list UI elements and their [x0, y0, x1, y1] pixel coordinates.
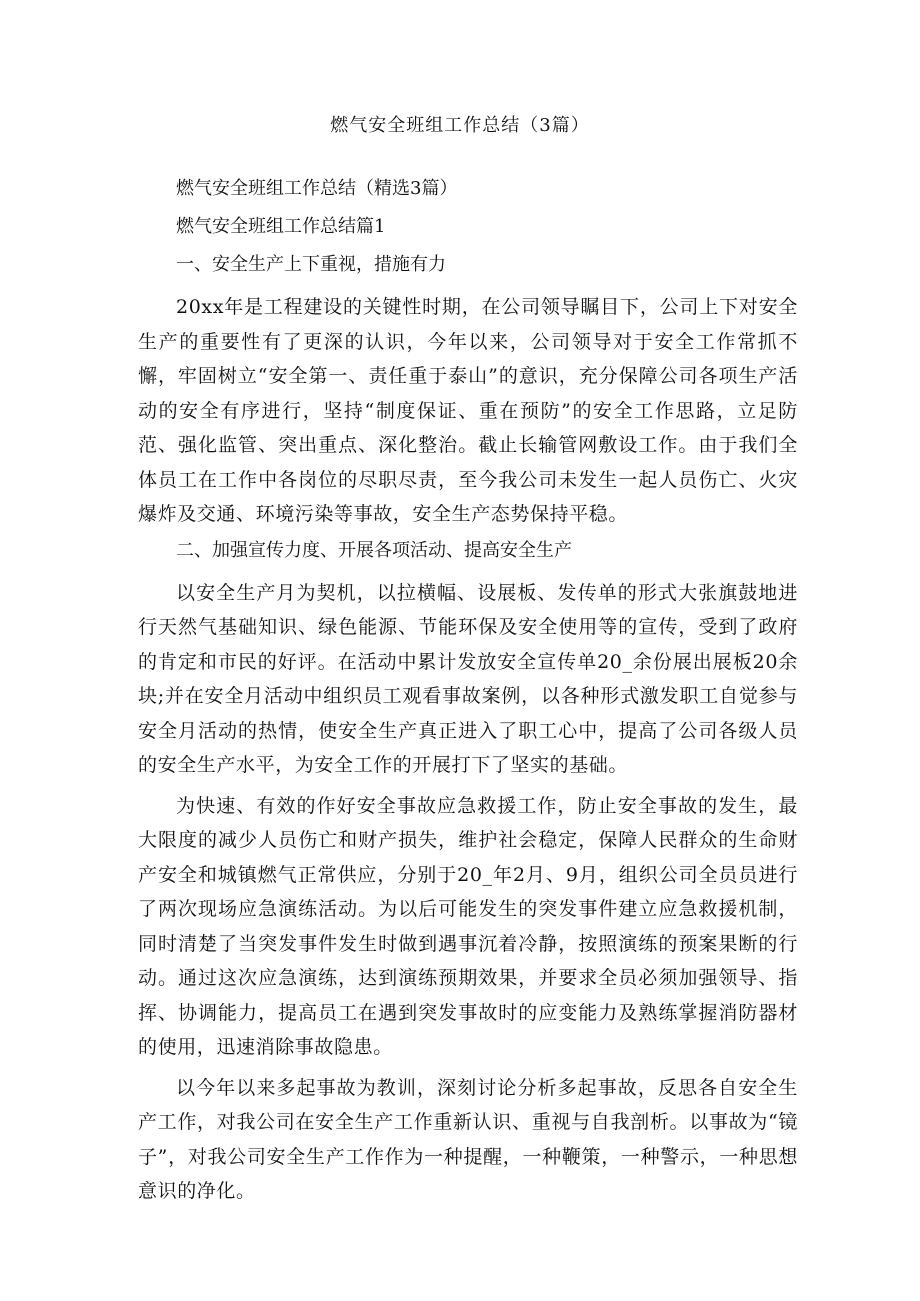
paragraph: 为快速、有效的作好安全事故应急救援工作，防止安全事故的发生，最大限度的减少人员伤亡和财产损失，维护社会稳定，保障人民群众的生命财产安全和城镇燃气正常供应，分别于20_年2月、9月，组织公司全员员进行了两次现场应急演练活动。为以后可能发生的突发事件建立应急救援机制，同时清楚了当突发事件发生时做到遇事沉着冷静，按照演练的预案果断的行动。通过这次应急演练，达到演练预期效果，并要求全员必须加强领导、指挥、协调能力，提高员工在遇到突发事故时的应变能力及熟练掌握消防器材的使用，迅速消除事故隐患。: [138, 794, 798, 1058]
paragraph: 以今年以来多起事故为教训，深刻讨论分析多起事故，反思各自安全生产工作，对我公司在安全生产工作重新认识、重视与自我剖析。以事故为“镜子”，对我公司安全生产工作作为一种提醒，一种鞭策，一种警示，一种思想意识的净化。: [138, 1076, 798, 1202]
document-body: [138, 176, 798, 1213]
section-heading-1: 一、安全生产上下重视，措施有力: [176, 254, 446, 275]
article-heading: 燃气安全班组工作总结篇1: [176, 216, 386, 237]
paragraph: 20xx年是工程建设的关键性时期，在公司领导瞩目下，公司上下对安全生产的重要性有了更深的认识，今年以来，公司领导对于安全工作常抓不懈，牢固树立“安全第一、责任重于泰山”的意识，充分保障公司各项生产活动的安全有序进行，坚持“制度保证、重在预防”的安全工作思路，立足防范、强化监管、突出重点、深化整治。截止长输管网敷设工作。由于我们全体员工在工作中各岗位的尽职尽责，至今我公司未发生一起人员伤亡、火灾爆炸及交通、环境污染等事故，安全生产态势保持平稳。: [138, 296, 798, 525]
document-subtitle: 燃气安全班组工作总结（精选3篇）: [176, 178, 458, 199]
paragraph: 以安全生产月为契机，以拉横幅、设展板、发传单的形式大张旗鼓地进行天然气基础知识、绿色能源、节能环保及安全使用等的宣传，受到了政府的肯定和市民的好评。在活动中累计发放安全宣传单20_余份展出展板20余块;并在安全月活动中组织员工观看事故案例，以各种形式激发职工自觉参与安全月活动的热情，使安全生产真正进入了职工心中，提高了公司各级人员的安全生产水平，为安全工作的开展打下了坚实的基础。: [138, 581, 798, 776]
document-title: 燃气安全班组工作总结（3篇）: [330, 115, 590, 136]
section-heading-2: 二、加强宣传力度、开展各项活动、提高安全生产: [176, 539, 572, 561]
